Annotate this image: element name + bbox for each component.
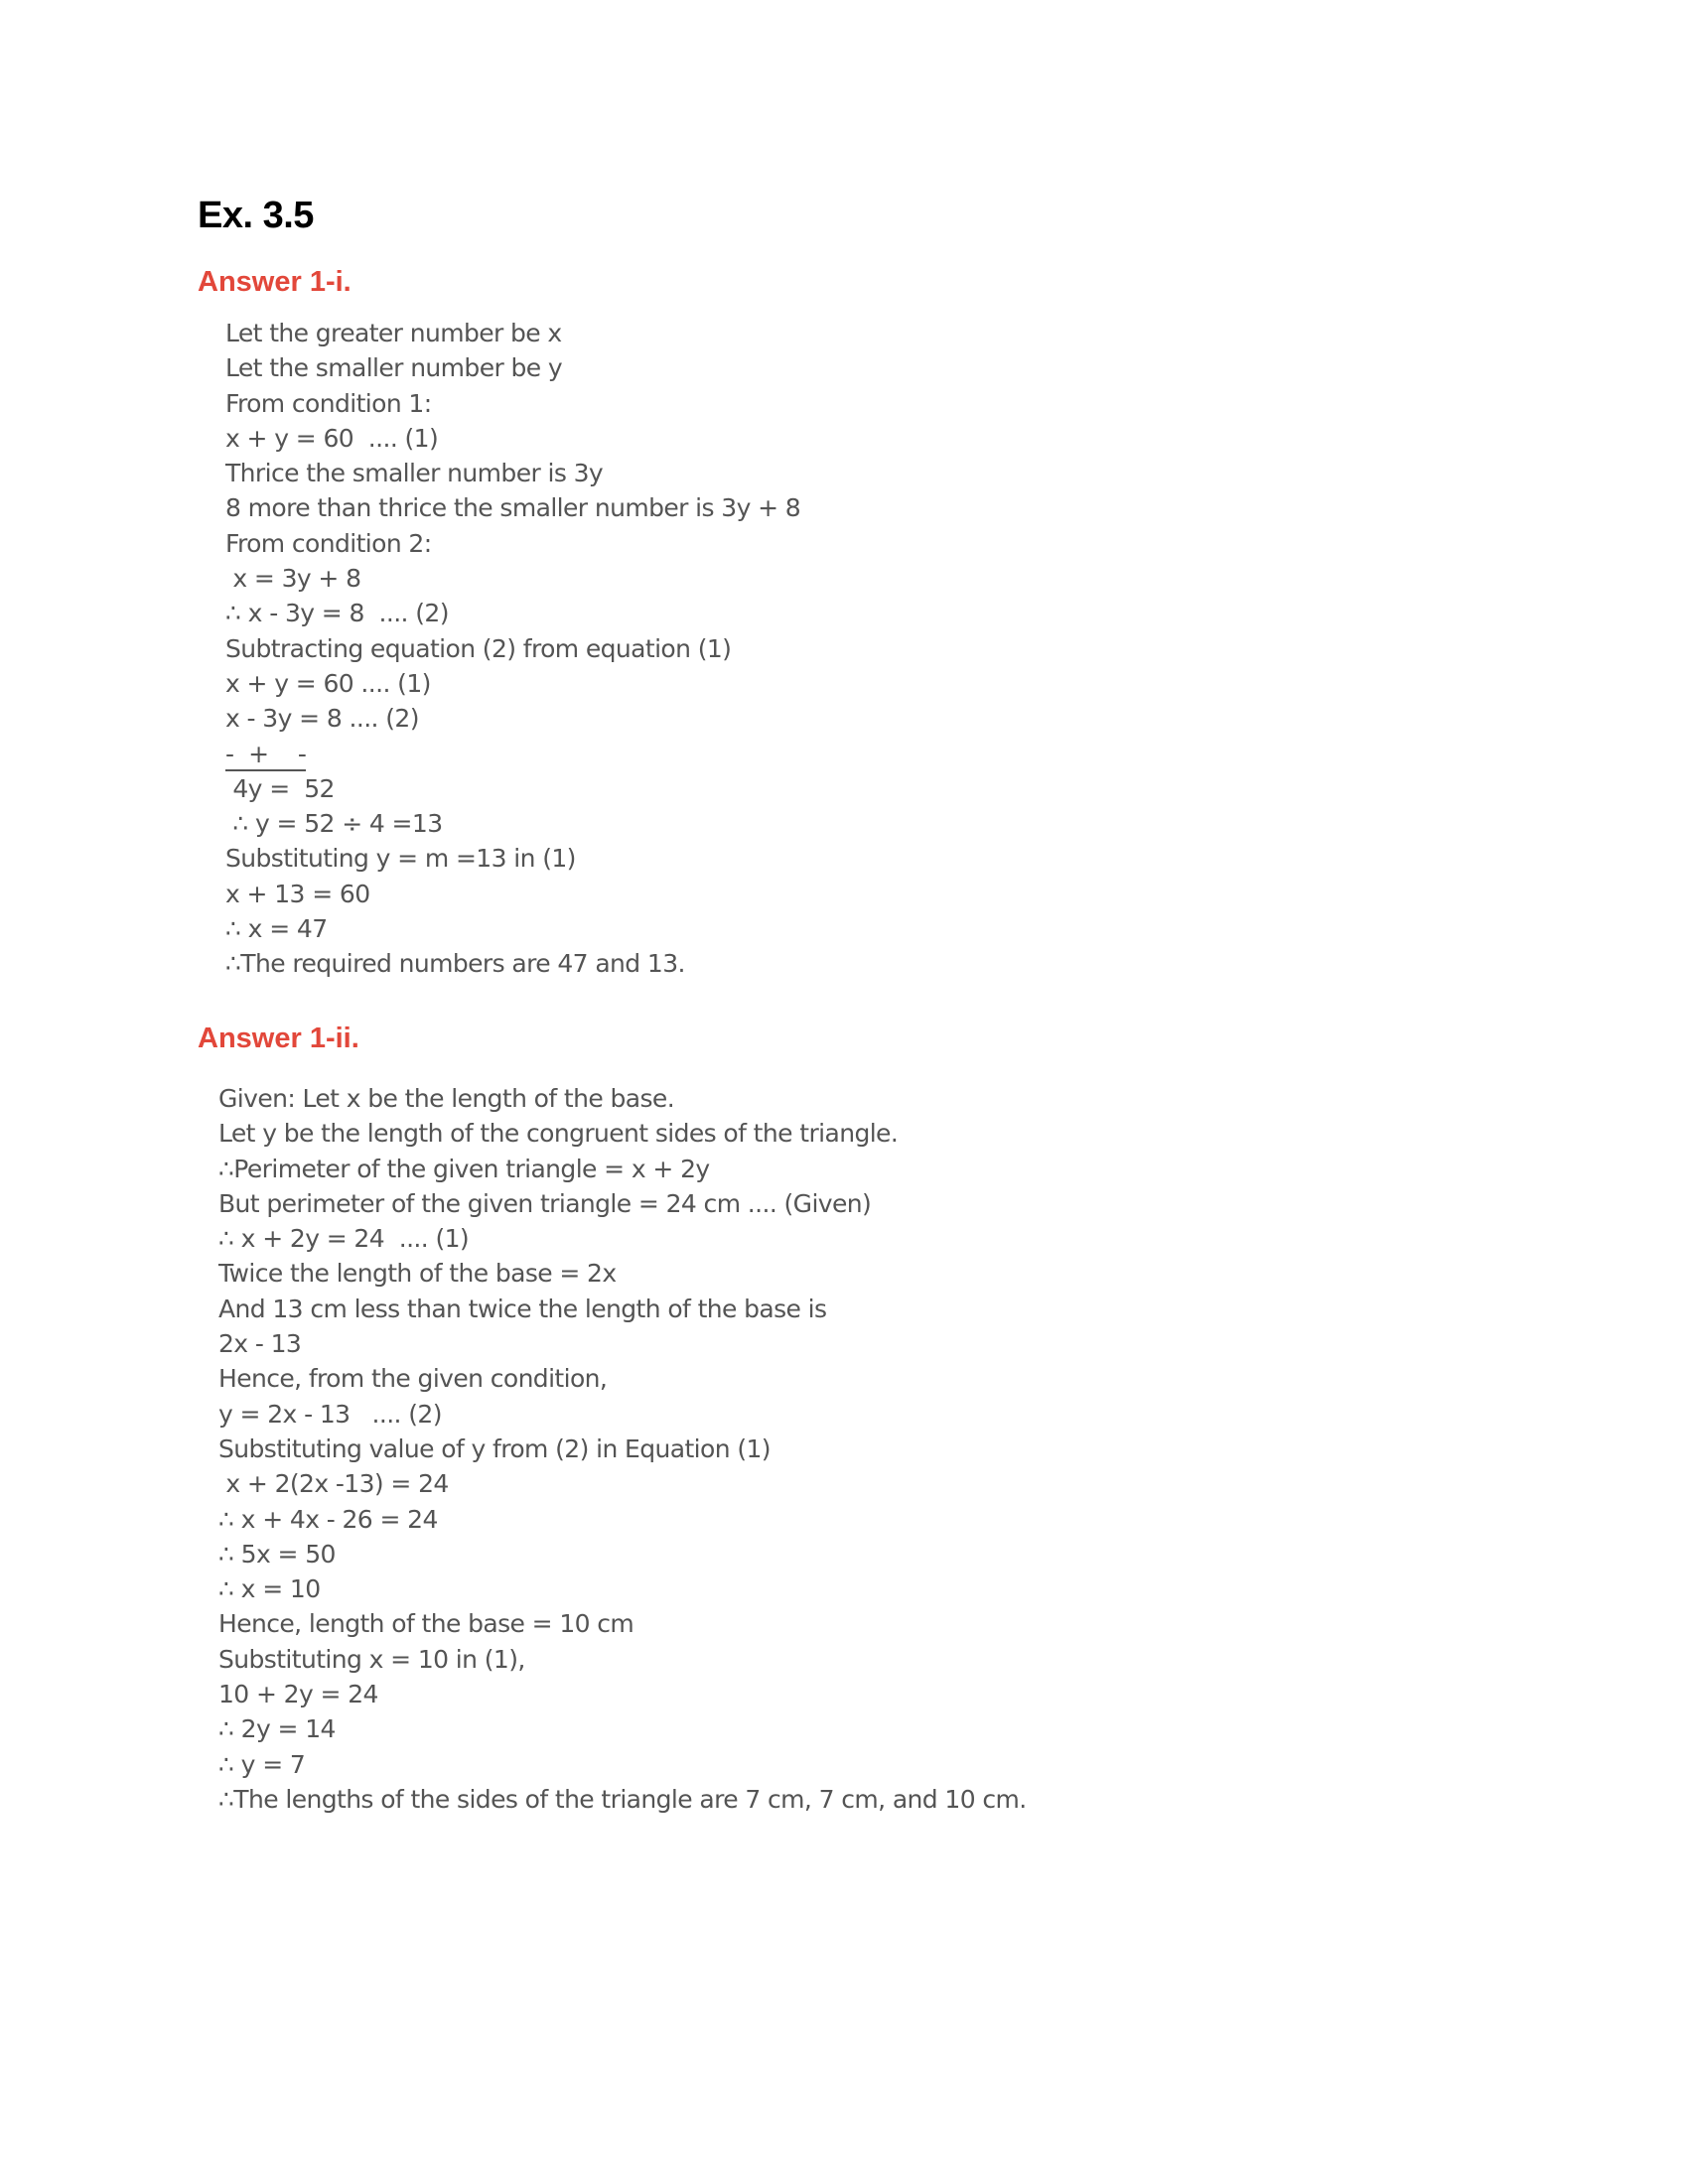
- solution-line: 10 + 2y = 24: [218, 1680, 378, 1709]
- solution-line: Twice the length of the base = 2x: [218, 1259, 617, 1289]
- solution-line: But perimeter of the given triangle = 24 cm .... (Given): [218, 1188, 872, 1218]
- answer-1-i-heading: Answer 1-i.: [198, 266, 352, 298]
- answer-1-ii-body: [218, 1081, 1027, 1817]
- answer-1-ii-heading: Answer 1-ii.: [198, 1023, 359, 1054]
- solution-line: ∴ y = 52 ÷ 4 =13: [225, 809, 443, 839]
- solution-line: Thrice the smaller number is 3y: [225, 459, 604, 488]
- solution-line: From condition 1:: [225, 388, 432, 418]
- subtraction-signs: - + -: [225, 740, 306, 771]
- solution-line: Hence, length of the base = 10 cm: [218, 1609, 634, 1639]
- solution-line: ∴ x = 10: [218, 1574, 321, 1604]
- solution-line: Given: Let x be the length of the base.: [218, 1084, 675, 1113]
- solution-line: ∴ 2y = 14: [218, 1714, 336, 1744]
- solution-line: And 13 cm less than twice the length of the base is: [218, 1294, 827, 1323]
- solution-line: x + y = 60 .... (1): [225, 668, 431, 698]
- solution-line: y = 2x - 13 .... (2): [218, 1399, 442, 1429]
- page-title: Ex. 3.5: [198, 195, 314, 236]
- solution-line: x + 13 = 60: [225, 879, 370, 908]
- solution-line: Let y be the length of the congruent sides of the triangle.: [218, 1119, 899, 1149]
- conclusion-line: ∴The lengths of the sides of the triangle are 7 cm, 7 cm, and 10 cm.: [218, 1784, 1027, 1814]
- solution-line: From condition 2:: [225, 528, 432, 558]
- solution-line: x - 3y = 8 .... (2): [225, 704, 419, 734]
- solution-line: ∴ 5x = 50: [218, 1539, 336, 1569]
- solution-line: x + 2(2x -13) = 24: [218, 1469, 449, 1499]
- solution-line: ∴ x = 47: [225, 914, 328, 944]
- solution-line: x = 3y + 8: [225, 564, 361, 594]
- solution-line: ∴Perimeter of the given triangle = x + 2y: [218, 1154, 710, 1183]
- solution-line: ∴ x + 2y = 24 .... (1): [218, 1224, 470, 1254]
- solution-line: Hence, from the given condition,: [218, 1364, 608, 1394]
- solution-line: 4y = 52: [225, 773, 335, 803]
- solution-line: ∴ x - 3y = 8 .... (2): [225, 599, 449, 628]
- solution-line: Substituting x = 10 in (1),: [218, 1644, 525, 1674]
- answer-1-i-body: [225, 316, 800, 982]
- solution-line: Let the smaller number be y: [225, 353, 563, 383]
- solution-line: Substituting y = m =13 in (1): [225, 844, 576, 874]
- solution-line: Substituting value of y from (2) in Equation (1): [218, 1433, 771, 1463]
- solution-line: Let the greater number be x: [225, 319, 562, 347]
- solution-line: x + y = 60 .... (1): [225, 423, 439, 453]
- subtraction-signs-line: [225, 737, 800, 771]
- solution-line: ∴ y = 7: [218, 1749, 306, 1779]
- solution-line: Subtracting equation (2) from equation (1): [225, 633, 732, 663]
- solution-line: 2x - 13: [218, 1329, 302, 1359]
- solution-line: 8 more than thrice the smaller number is 3y + 8: [225, 493, 801, 523]
- solution-line: ∴ x + 4x - 26 = 24: [218, 1504, 438, 1534]
- conclusion-line: ∴The required numbers are 47 and 13.: [225, 949, 685, 979]
